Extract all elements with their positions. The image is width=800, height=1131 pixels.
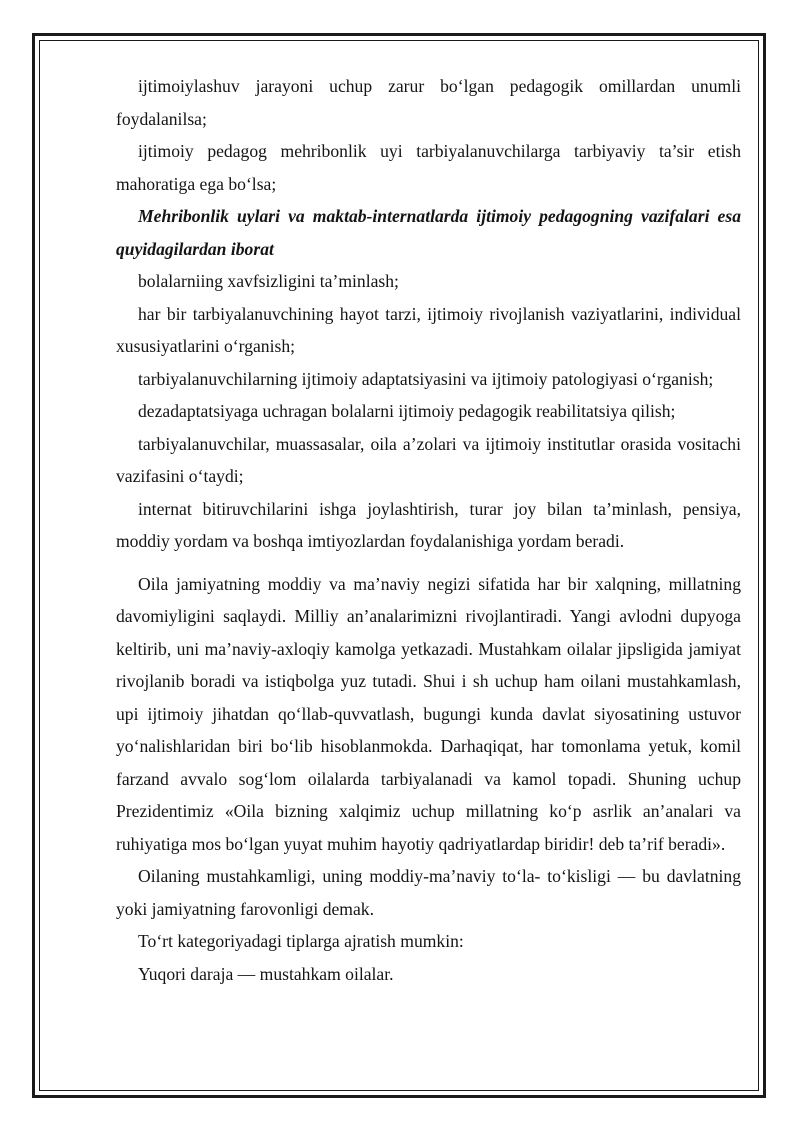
body-paragraph: Oila jamiyatning moddiy va ma’naviy negizi sifatida har bir xalqning, millatning davomiyligini saqlaydi. Milliy an’analarimizni rivojlantiradi. Yangi avlodni dupyoga keltirib, uni ma’naviy-axloqiy kamolga yetkazadi. Mustahkam oilalar jipsligida jamiyat rivojlanib boradi va istiqbolga yuz tutadi. Shui i sh uchup ham oilani mustahkamlash, upi ijtimoiy jihatdan qo‘llab-quvvatlash, bugungi kunda davlat siyosatining ustuvor yo‘nalishlaridan biri bo‘lib hisoblanmokda. Darhaqiqat, har tomonlama yetuk, komil farzand avvalo sog‘lom oilalarda tarbiyalanadi va kamol topadi. Shuning uchup Prezidentimiz «Oila bizning xalqimiz uchup millatning ko‘p asrlik an’analari va ruhiyatiga mos bo‘lgan yuyat muhim hayotiy qadriyatlardap biridir! deb ta’rif beradi».	[116, 573, 741, 854]
paragraph-spacer	[116, 558, 741, 568]
paragraph: ijtimoiy pedagog mehribonlik uyi tarbiyalanuvchilarga tarbiyaviy ta’sir etish mahoratiga ega bo‘lsa;	[116, 141, 741, 194]
page-content	[116, 70, 741, 990]
section-heading: Mehribonlik uylari va maktab-internatlarda ijtimoiy pedagogning vazifalari esa quyidagilardan iborat	[116, 206, 741, 259]
paragraph: ijtimoiylashuv jarayoni uchup zarur bo‘lgan pedagogik omillardan unumli foydalanilsa;	[116, 76, 741, 129]
duty-item: dezadaptatsiyaga uchragan bolalarni ijtimoiy pedagogik reabilitatsiya qilish;	[138, 401, 676, 421]
duty-item: internat bitiruvchilarini ishga joylashtirish, turar joy bilan ta’minlash, pensiya, moddiy yordam va boshqa imtiyozlardan foydalanishiga yordam beradi.	[116, 498, 741, 551]
body-paragraph: Yuqori daraja — mustahkam oilalar.	[138, 963, 394, 984]
duty-item: tarbiyalanuvchilar, muassasalar, oila a’zolari va ijtimoiy institutlar orasida vositachi vazifasini o‘taydi;	[116, 433, 741, 486]
duty-item: tarbiyalanuvchilarning ijtimoiy adaptatsiyasini va ijtimoiy patologiyasi o‘rganish;	[138, 368, 714, 389]
body-paragraph: Oilaning mustahkamligi, uning moddiy-ma’naviy to‘la- to‘kisligi — bu davlatning yoki jamiyatning farovonligi demak.	[116, 866, 741, 919]
body-paragraph: To‘rt kategoriyadagi tiplarga ajratish mumkin:	[138, 931, 464, 951]
duty-item: har bir tarbiyalanuvchining hayot tarzi, ijtimoiy rivojlanish vaziyatlarini, individual xususiyatlarini o‘rganish;	[116, 303, 741, 356]
duty-item: bolalarniing xavfsizligini ta’minlash;	[138, 271, 399, 291]
